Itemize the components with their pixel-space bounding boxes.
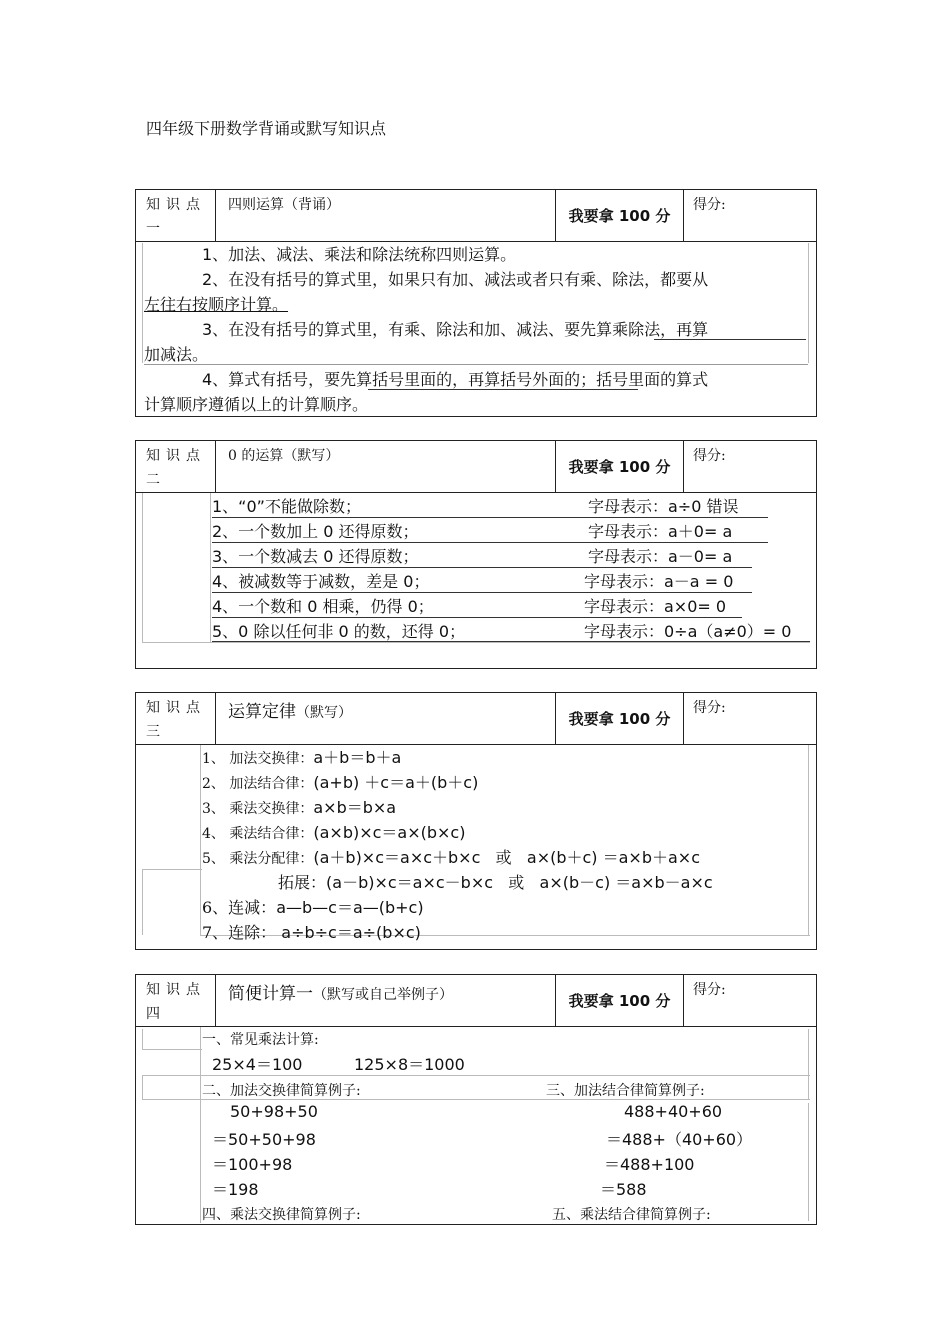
zero-rule: 3、一个数减去 0 还得原数； (212, 547, 419, 566)
zero-formula: 字母表示：a＋0= a (588, 522, 733, 541)
goal-text: 我要拿 100 分 (556, 441, 684, 492)
calc-step: ＝198 (212, 1180, 259, 1199)
law-row (278, 870, 713, 893)
law-name: 5、 乘法分配律： (202, 851, 314, 867)
section-topic: 0 的运算（默写） (216, 441, 556, 492)
law-name: 3、 乘法交换律： (202, 801, 314, 817)
law-row (202, 795, 396, 818)
section-4 (135, 974, 817, 1225)
zero-formula: 字母表示：a×0= 0 (584, 597, 727, 616)
subheading: 三、加法结合律简算例子: (546, 1083, 705, 1099)
section-header (136, 190, 816, 242)
subheading: 五、乘法结合律简算例子: (552, 1207, 711, 1223)
law-formula: (a＋b)×c＝a×c＋b×c 或 a×(b＋c) ＝a×b＋a×c (313, 848, 701, 867)
topic-main: 运算定律 (228, 702, 296, 722)
rule-line: 1、加法、减法、乘法和除法统称四则运算。 (202, 245, 517, 264)
rule-line: 左往右按顺序计算。 (144, 295, 289, 314)
topic-sub: （默写） (296, 705, 352, 721)
law-formula: (a+b) ＋c＝a＋(b＋c) (313, 773, 479, 792)
rule-line: 2、在没有括号的算式里，如果只有加、减法或者只有乘、除法，都要从 (202, 270, 709, 289)
law-row (202, 745, 401, 768)
law-formula: a×b＝b×a (313, 798, 397, 817)
calc-step: ＝488+100 (604, 1155, 695, 1174)
calc-step: ＝100+98 (212, 1155, 293, 1174)
law-formula: (a×b)×c＝a×(b×c) (313, 823, 466, 842)
law-row (202, 770, 478, 793)
section-header (136, 975, 816, 1027)
score-field[interactable]: 得分: (693, 197, 726, 213)
section-label: 知识点二 (136, 441, 216, 492)
section-label: 知识点三 (136, 693, 216, 744)
rule-line: 3、在没有括号的算式里，有乘、除法和加、减法、要先算乘除法，再算 (202, 320, 709, 339)
example-value: 25×4＝100 (212, 1055, 303, 1074)
law-name: 2、 加法结合律： (202, 776, 314, 792)
section-2 (135, 440, 817, 669)
law-name: 6、连减： (202, 898, 277, 917)
goal-text: 我要拿 100 分 (556, 975, 684, 1026)
goal-text: 我要拿 100 分 (556, 190, 684, 241)
zero-rule: 2、一个数加上 0 还得原数； (212, 522, 419, 541)
rule-line: 计算顺序遵循以上的计算顺序。 (144, 395, 369, 414)
goal-text: 我要拿 100 分 (556, 693, 684, 744)
law-formula: a÷b÷c＝a÷(b×c) (276, 923, 421, 942)
zero-rule: 4、被减数等于减数，差是 0； (212, 572, 430, 591)
law-formula: a—b—c＝a—(b+c) (276, 898, 424, 917)
example-value: 125×8＝1000 (354, 1055, 465, 1074)
zero-rule: 1、“0”不能做除数； (212, 497, 361, 516)
law-name: 1、 加法交换律： (202, 751, 314, 767)
calc-step: ＝50+50+98 (212, 1130, 316, 1149)
law-name: 4、 乘法结合律： (202, 826, 314, 842)
section-topic (216, 975, 556, 1026)
section-topic: 四则运算（背诵） (216, 190, 556, 241)
section-header (136, 441, 816, 493)
calc-step: 50+98+50 (230, 1102, 318, 1121)
law-row (202, 920, 421, 943)
section-label: 知识点一 (136, 190, 216, 241)
calc-step: ＝588 (600, 1180, 647, 1199)
law-row (202, 845, 700, 868)
law-name: 拓展： (278, 873, 327, 892)
score-field[interactable]: 得分: (693, 448, 726, 464)
subheading: 一、常见乘法计算: (202, 1032, 319, 1048)
page-title: 四年级下册数学背诵或默写知识点 (146, 119, 387, 138)
zero-formula: 字母表示：a－0= a (588, 547, 733, 566)
rule-line: 加减法。 (144, 345, 209, 364)
section-label: 知识点四 (136, 975, 216, 1026)
topic-main: 简便计算一 (228, 984, 313, 1004)
law-formula: a＋b＝b＋a (313, 748, 402, 767)
score-field[interactable]: 得分: (693, 982, 726, 998)
topic-sub: （默写或自己举例子） (313, 987, 453, 1003)
law-row (202, 895, 424, 918)
law-name: 7、连除： (202, 923, 277, 942)
zero-rule: 4、一个数和 0 相乘，仍得 0； (212, 597, 434, 616)
calc-step: ＝488+（40+60） (606, 1130, 753, 1149)
zero-rule: 5、0 除以任何非 0 的数，还得 0； (212, 622, 466, 641)
law-formula: (a－b)×c＝a×c－b×c 或 a×(b－c) ＝a×b－a×c (326, 873, 713, 892)
rule-line: 4、算式有括号，要先算括号里面的，再算括号外面的；括号里面的算式 (202, 370, 709, 389)
section-header (136, 693, 816, 745)
law-row (202, 820, 465, 843)
zero-formula: 字母表示：a÷0 错误 (588, 497, 739, 516)
section-1 (135, 189, 817, 417)
score-field[interactable]: 得分: (693, 700, 726, 716)
subheading: 二、加法交换律简算例子: (202, 1083, 361, 1099)
subheading: 四、乘法交换律简算例子: (202, 1207, 361, 1223)
section-topic (216, 693, 556, 744)
calc-step: 488+40+60 (624, 1102, 723, 1121)
zero-formula: 字母表示：a－a = 0 (584, 572, 734, 591)
section-3 (135, 692, 817, 950)
zero-formula: 字母表示：0÷a（a≠0）= 0 (584, 622, 792, 641)
